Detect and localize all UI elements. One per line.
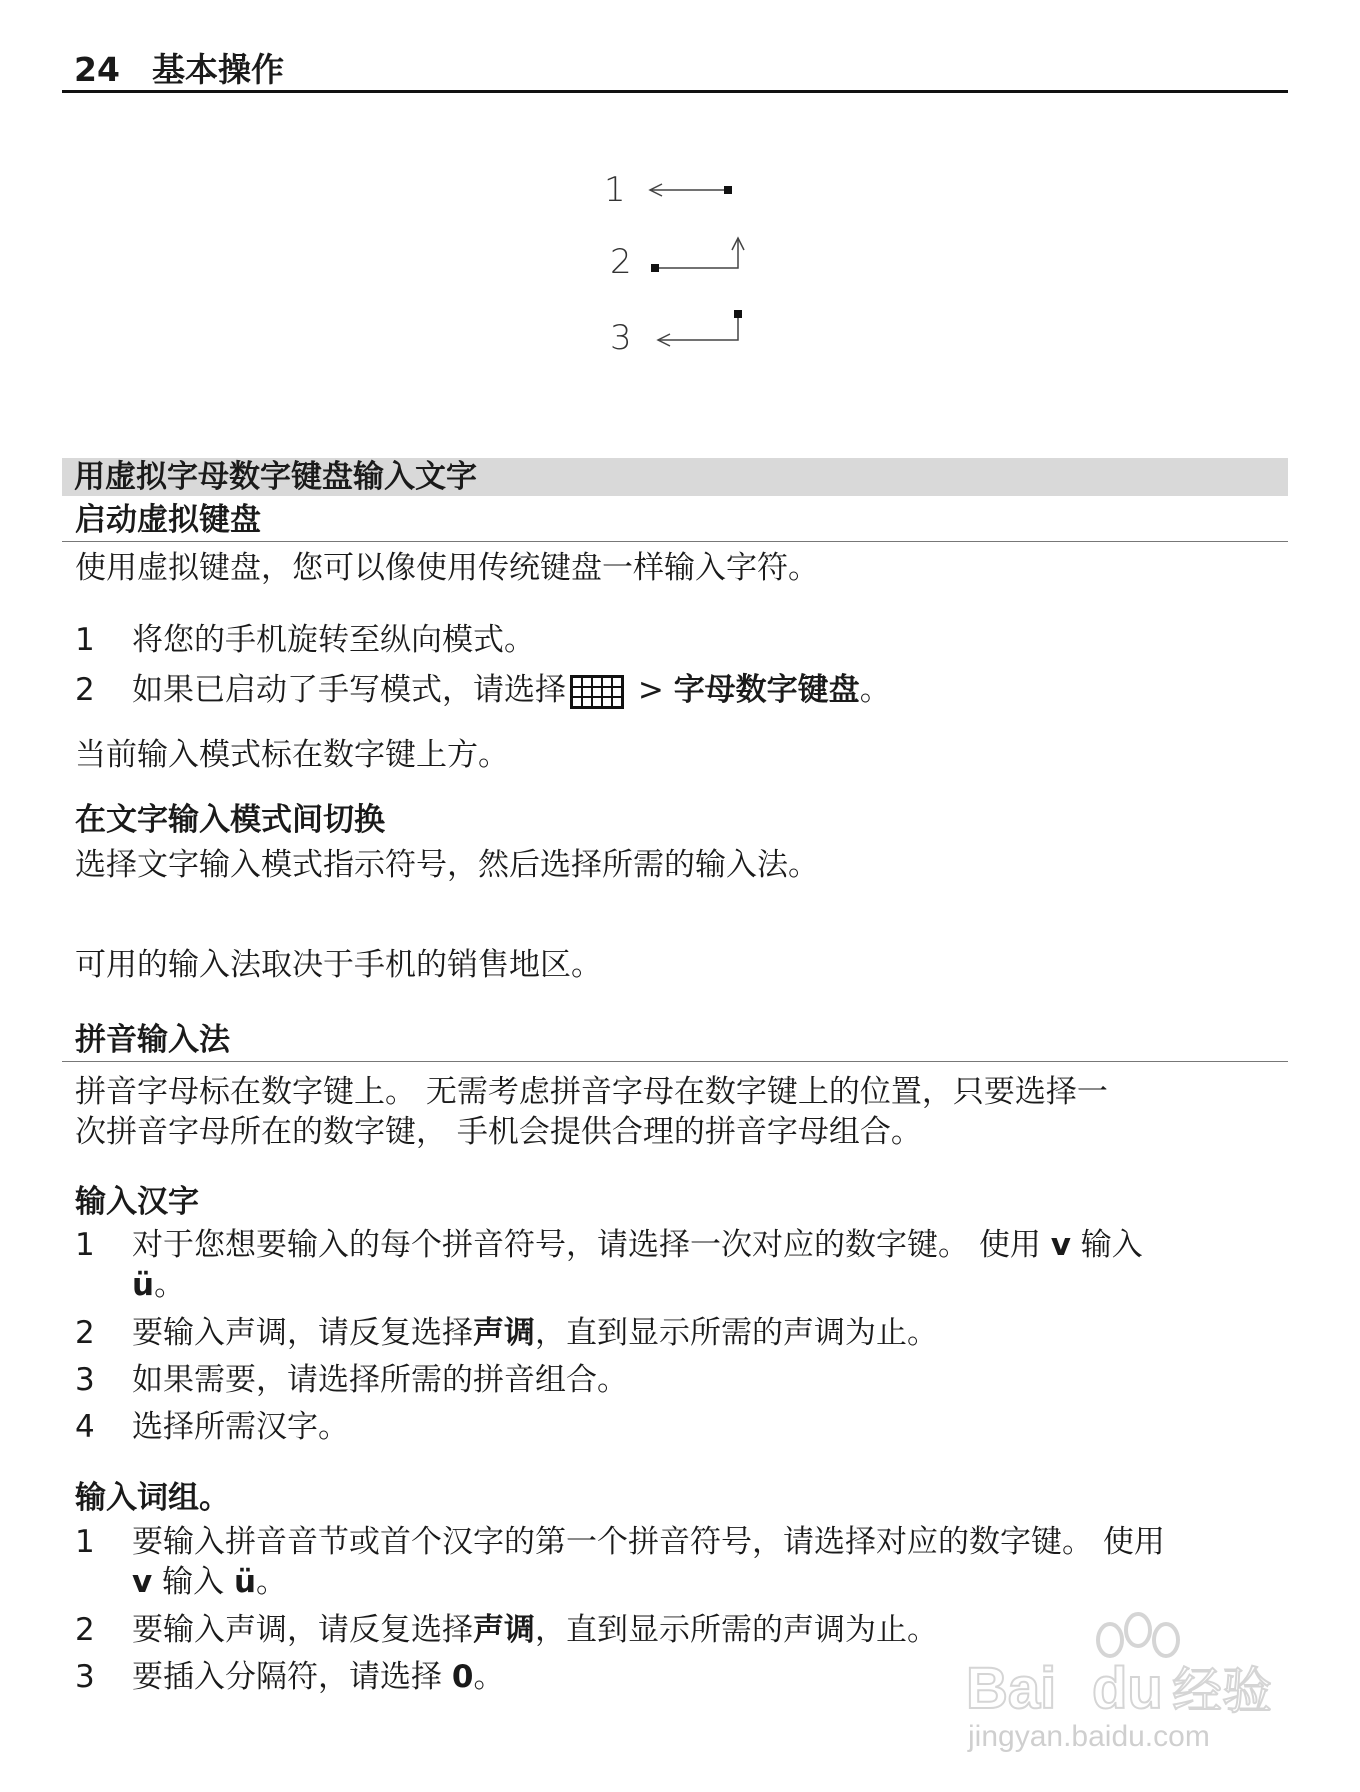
diagram-label-1: 1 [604,170,626,210]
step-text-part: 要插入分隔符，请选择 [132,1659,452,1695]
keyboard-icon [570,675,624,709]
step-number: 1 [75,622,95,658]
char-u-umlaut: ü [233,1564,257,1600]
key-zero: 0 [451,1659,474,1695]
divider [62,1061,1288,1062]
key-v: v [1050,1227,1071,1263]
paragraph-note: 当前输入模式标在数字键上方。 [75,737,509,773]
step-text-part: 。 [473,1659,505,1695]
paragraph-pinyin-1: 拼音字母标在数字键上。 无需考虑拼音字母在数字键上的位置，只要选择一 [75,1074,1108,1110]
step-text: 将您的手机旋转至纵向模式。 [132,622,535,658]
menu-option-alphanumeric-keyboard: 字母数字键盘 [673,672,860,708]
arrow-left-icon [650,184,732,196]
diagram-label-3: 3 [610,318,632,358]
step-number: 2 [75,672,95,708]
page-header [62,50,1288,93]
char-u-umlaut: ü [132,1267,155,1303]
heading-start-keyboard: 启动虚拟键盘 [75,502,261,538]
page-number: 24 [74,50,120,89]
step-number: 1 [75,1227,95,1263]
baidu-watermark [960,1600,1290,1770]
option-tone: 声调 [473,1612,535,1648]
step-text-part: ，直到显示所需的声调为止。 [535,1315,938,1351]
step-text-part: 要输入声调，请反复选择 [132,1315,473,1351]
heading-input-hanzi: 输入汉字 [75,1184,199,1220]
arrow-down-left-icon [658,310,742,346]
watermark-url: jingyan.baidu.com [968,1720,1210,1753]
heading-pinyin: 拼音输入法 [75,1022,230,1058]
heading-switch-mode: 在文字输入模式间切换 [75,802,385,838]
arrow-right-up-icon [651,238,744,272]
step-text-prefix: 如果已启动了手写模式，请选择 [132,672,566,708]
paragraph-switch-mode: 选择文字输入模式指示符号，然后选择所需的输入法。 [75,847,819,883]
step-text-suffix: 。 [859,672,891,708]
stroke-diagram [590,160,790,370]
step-number: 4 [75,1409,95,1445]
stroke-arrows [590,160,790,370]
step-text [132,1313,1282,1353]
step-text-part: 输入 [1070,1227,1143,1263]
step-text: 如果需要，请选择所需的拼音组合。 [132,1362,628,1398]
step-text-part: 。 [154,1267,186,1303]
key-v: v [132,1564,153,1600]
step-text-part: 要输入拼音音节或首个汉字的第一个拼音符号，请选择对应的数字键。 使用 [132,1524,1165,1560]
step-text-part: 。 [256,1564,288,1600]
heading-input-phrase: 输入词组。 [75,1480,230,1516]
step-text [132,1225,1282,1305]
option-tone: 声调 [473,1315,535,1351]
step-number: 1 [75,1524,95,1560]
step-text [132,1522,1282,1602]
svg-text:Bai: Bai [966,1656,1057,1720]
paragraph-pinyin-2: 次拼音字母所在的数字键， 手机会提供合理的拼音字母组合。 [75,1114,922,1150]
step-text-part: 输入 [152,1564,234,1600]
step-number: 3 [75,1659,95,1695]
step-text-part: 对于您想要输入的每个拼音符号，请选择一次对应的数字键。 使用 [132,1227,1051,1263]
step-text-part: ，直到显示所需的声调为止。 [535,1612,938,1648]
step-text: 选择所需汉字。 [132,1409,349,1445]
svg-text:经验: 经验 [1172,1662,1272,1720]
step-number: 2 [75,1315,95,1351]
paragraph-availability: 可用的输入法取决于手机的销售地区。 [75,947,602,983]
step-number: 2 [75,1612,95,1648]
step-text-part: 要输入声调，请反复选择 [132,1612,473,1648]
section-title: 用虚拟字母数字键盘输入文字 [74,459,477,495]
step-number: 3 [75,1362,95,1398]
paragraph-intro: 使用虚拟键盘，您可以像使用传统键盘一样输入字符。 [75,550,819,586]
step-text [132,670,1282,710]
section-bar [62,458,1288,496]
diagram-label-2: 2 [610,242,632,282]
divider [62,541,1288,542]
svg-text:du: du [1092,1656,1163,1720]
chapter-title: 基本操作 [152,50,284,89]
paw-logo-icon [960,1600,1290,1720]
menu-separator: > [628,672,674,708]
